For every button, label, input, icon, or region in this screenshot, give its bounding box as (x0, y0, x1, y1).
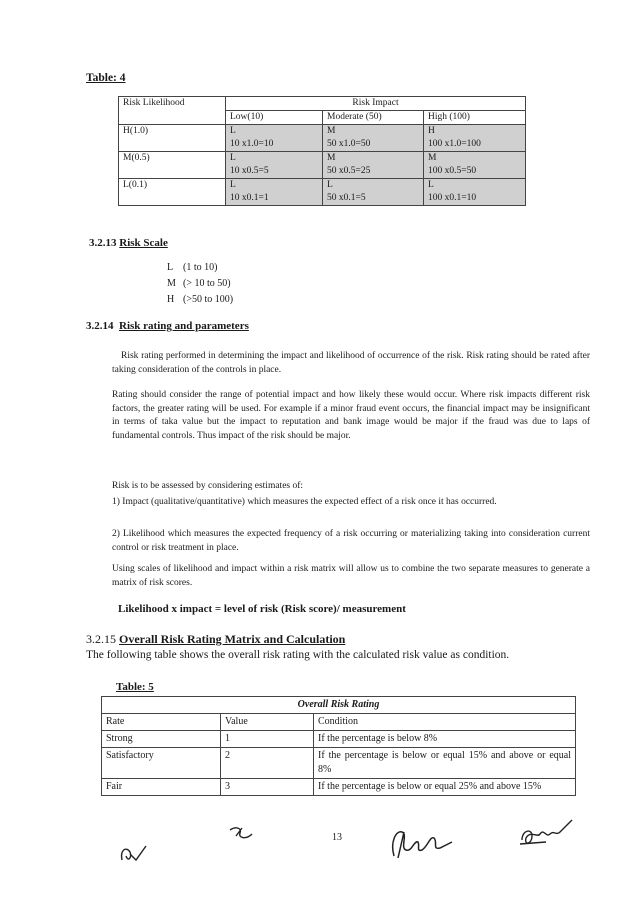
cell-level: L (226, 125, 323, 139)
table-row (102, 748, 576, 779)
signature-mark (116, 838, 152, 866)
paragraph: Risk is to be assessed by considering estimates of: (112, 481, 304, 491)
risk-formula: Likelihood x impact = level of risk (Risk score)/ measurement (118, 603, 406, 615)
table-row (119, 125, 526, 139)
section-3213-heading (89, 237, 168, 249)
paragraph: 1) Impact (qualitative/quantitative) which measures the expected effect of a risk once it has occurred. (112, 497, 497, 507)
risk-matrix-table (118, 96, 526, 206)
section-title: Risk rating and parameters (119, 320, 249, 332)
section-title: Risk Scale (119, 237, 168, 249)
risk-impact-header: Risk Impact (226, 97, 526, 111)
section-number: 3.2.14 (86, 320, 114, 332)
cell-level: H (424, 125, 526, 139)
paragraph: Using scales of likelihood and impact within a risk matrix will allow us to combine the two separate measures to generate a matrix of risk scores. (112, 564, 590, 588)
section-title: Overall Risk Rating Matrix and Calculation (119, 632, 346, 646)
risk-likelihood-header: Risk Likelihood (119, 97, 226, 125)
col-header-low: Low(10) (226, 111, 323, 125)
paragraph: 2) Likelihood which measures the expected frequency of a risk occurring or materializing taking into consideration current control or risk treatment in place. (112, 529, 590, 553)
table-row (119, 179, 526, 193)
row-label: M(0.5) (119, 152, 226, 179)
table4-title: Table: 4 (86, 72, 126, 84)
condition-cell: If the percentage is below or equal 15% and above or equal 8% (314, 748, 576, 779)
section-intro: The following table shows the overall risk rating with the calculated risk value as condition. (86, 649, 510, 661)
section-3215-heading (86, 632, 345, 647)
section-number: 3.2.15 (86, 632, 116, 646)
col-header-rate: Rate (102, 714, 221, 731)
cell-calc: 50 x0.5=25 (323, 165, 424, 179)
table-row (119, 152, 526, 166)
condition-cell: If the percentage is below 8% (314, 731, 576, 748)
cell-calc: 10 x1.0=10 (226, 138, 323, 152)
rate-cell: Fair (102, 779, 221, 796)
col-header-condition: Condition (314, 714, 576, 731)
col-header-moderate: Moderate (50) (323, 111, 424, 125)
cell-calc: 50 x0.1=5 (323, 192, 424, 206)
cell-calc: 10 x0.5=5 (226, 165, 323, 179)
table-row (102, 731, 576, 748)
section-3214-heading (86, 320, 249, 332)
paragraph: Risk rating performed in determining the impact and likelihood of occurrence of the risk. Risk rating should be rated after taking consideration of the controls in place. (112, 351, 590, 375)
cell-level: M (323, 125, 424, 139)
cell-calc: 10 x0.1=1 (226, 192, 323, 206)
rate-cell: Satisfactory (102, 748, 221, 779)
overall-risk-rating-table (101, 696, 576, 796)
col-header-value: Value (221, 714, 314, 731)
cell-level: L (323, 179, 424, 193)
cell-calc: 100 x0.5=50 (424, 165, 526, 179)
signature-mark (516, 818, 576, 854)
value-cell: 1 (221, 731, 314, 748)
table5-header: Overall Risk Rating (102, 697, 576, 714)
signature-mark (226, 824, 256, 844)
cell-calc: 100 x0.1=10 (424, 192, 526, 206)
cell-calc: 100 x1.0=100 (424, 138, 526, 152)
condition-cell: If the percentage is below or equal 25% and above 15% (314, 779, 576, 796)
cell-level: M (323, 152, 424, 166)
col-header-high: High (100) (424, 111, 526, 125)
value-cell: 3 (221, 779, 314, 796)
table-row (102, 779, 576, 796)
row-label: H(1.0) (119, 125, 226, 152)
rate-cell: Strong (102, 731, 221, 748)
row-label: L(0.1) (119, 179, 226, 206)
value-cell: 2 (221, 748, 314, 779)
cell-level: L (226, 152, 323, 166)
page-number: 13 (332, 832, 342, 843)
table5-title: Table: 5 (116, 681, 154, 693)
cell-calc: 50 x1.0=50 (323, 138, 424, 152)
paragraph: Rating should consider the range of potential impact and how likely these would occur. Where risk impacts different risk factors, the greater rating will be used. For example if a minor fraud event occurs, the financial impact may be insignificant in terms of taka value but the impact to reputation and bank image would be major if the fraud was due to laps of fundamental controls. Thus impact of the risk should be major. (112, 390, 590, 441)
scale-item: M (> 10 to 50) (167, 278, 231, 289)
scale-item: L (1 to 10) (167, 262, 218, 273)
cell-level: M (424, 152, 526, 166)
section-number: 3.2.13 (89, 237, 117, 249)
signature-mark (386, 822, 456, 862)
scale-item: H (>50 to 100) (167, 294, 234, 305)
cell-level: L (226, 179, 323, 193)
cell-level: L (424, 179, 526, 193)
